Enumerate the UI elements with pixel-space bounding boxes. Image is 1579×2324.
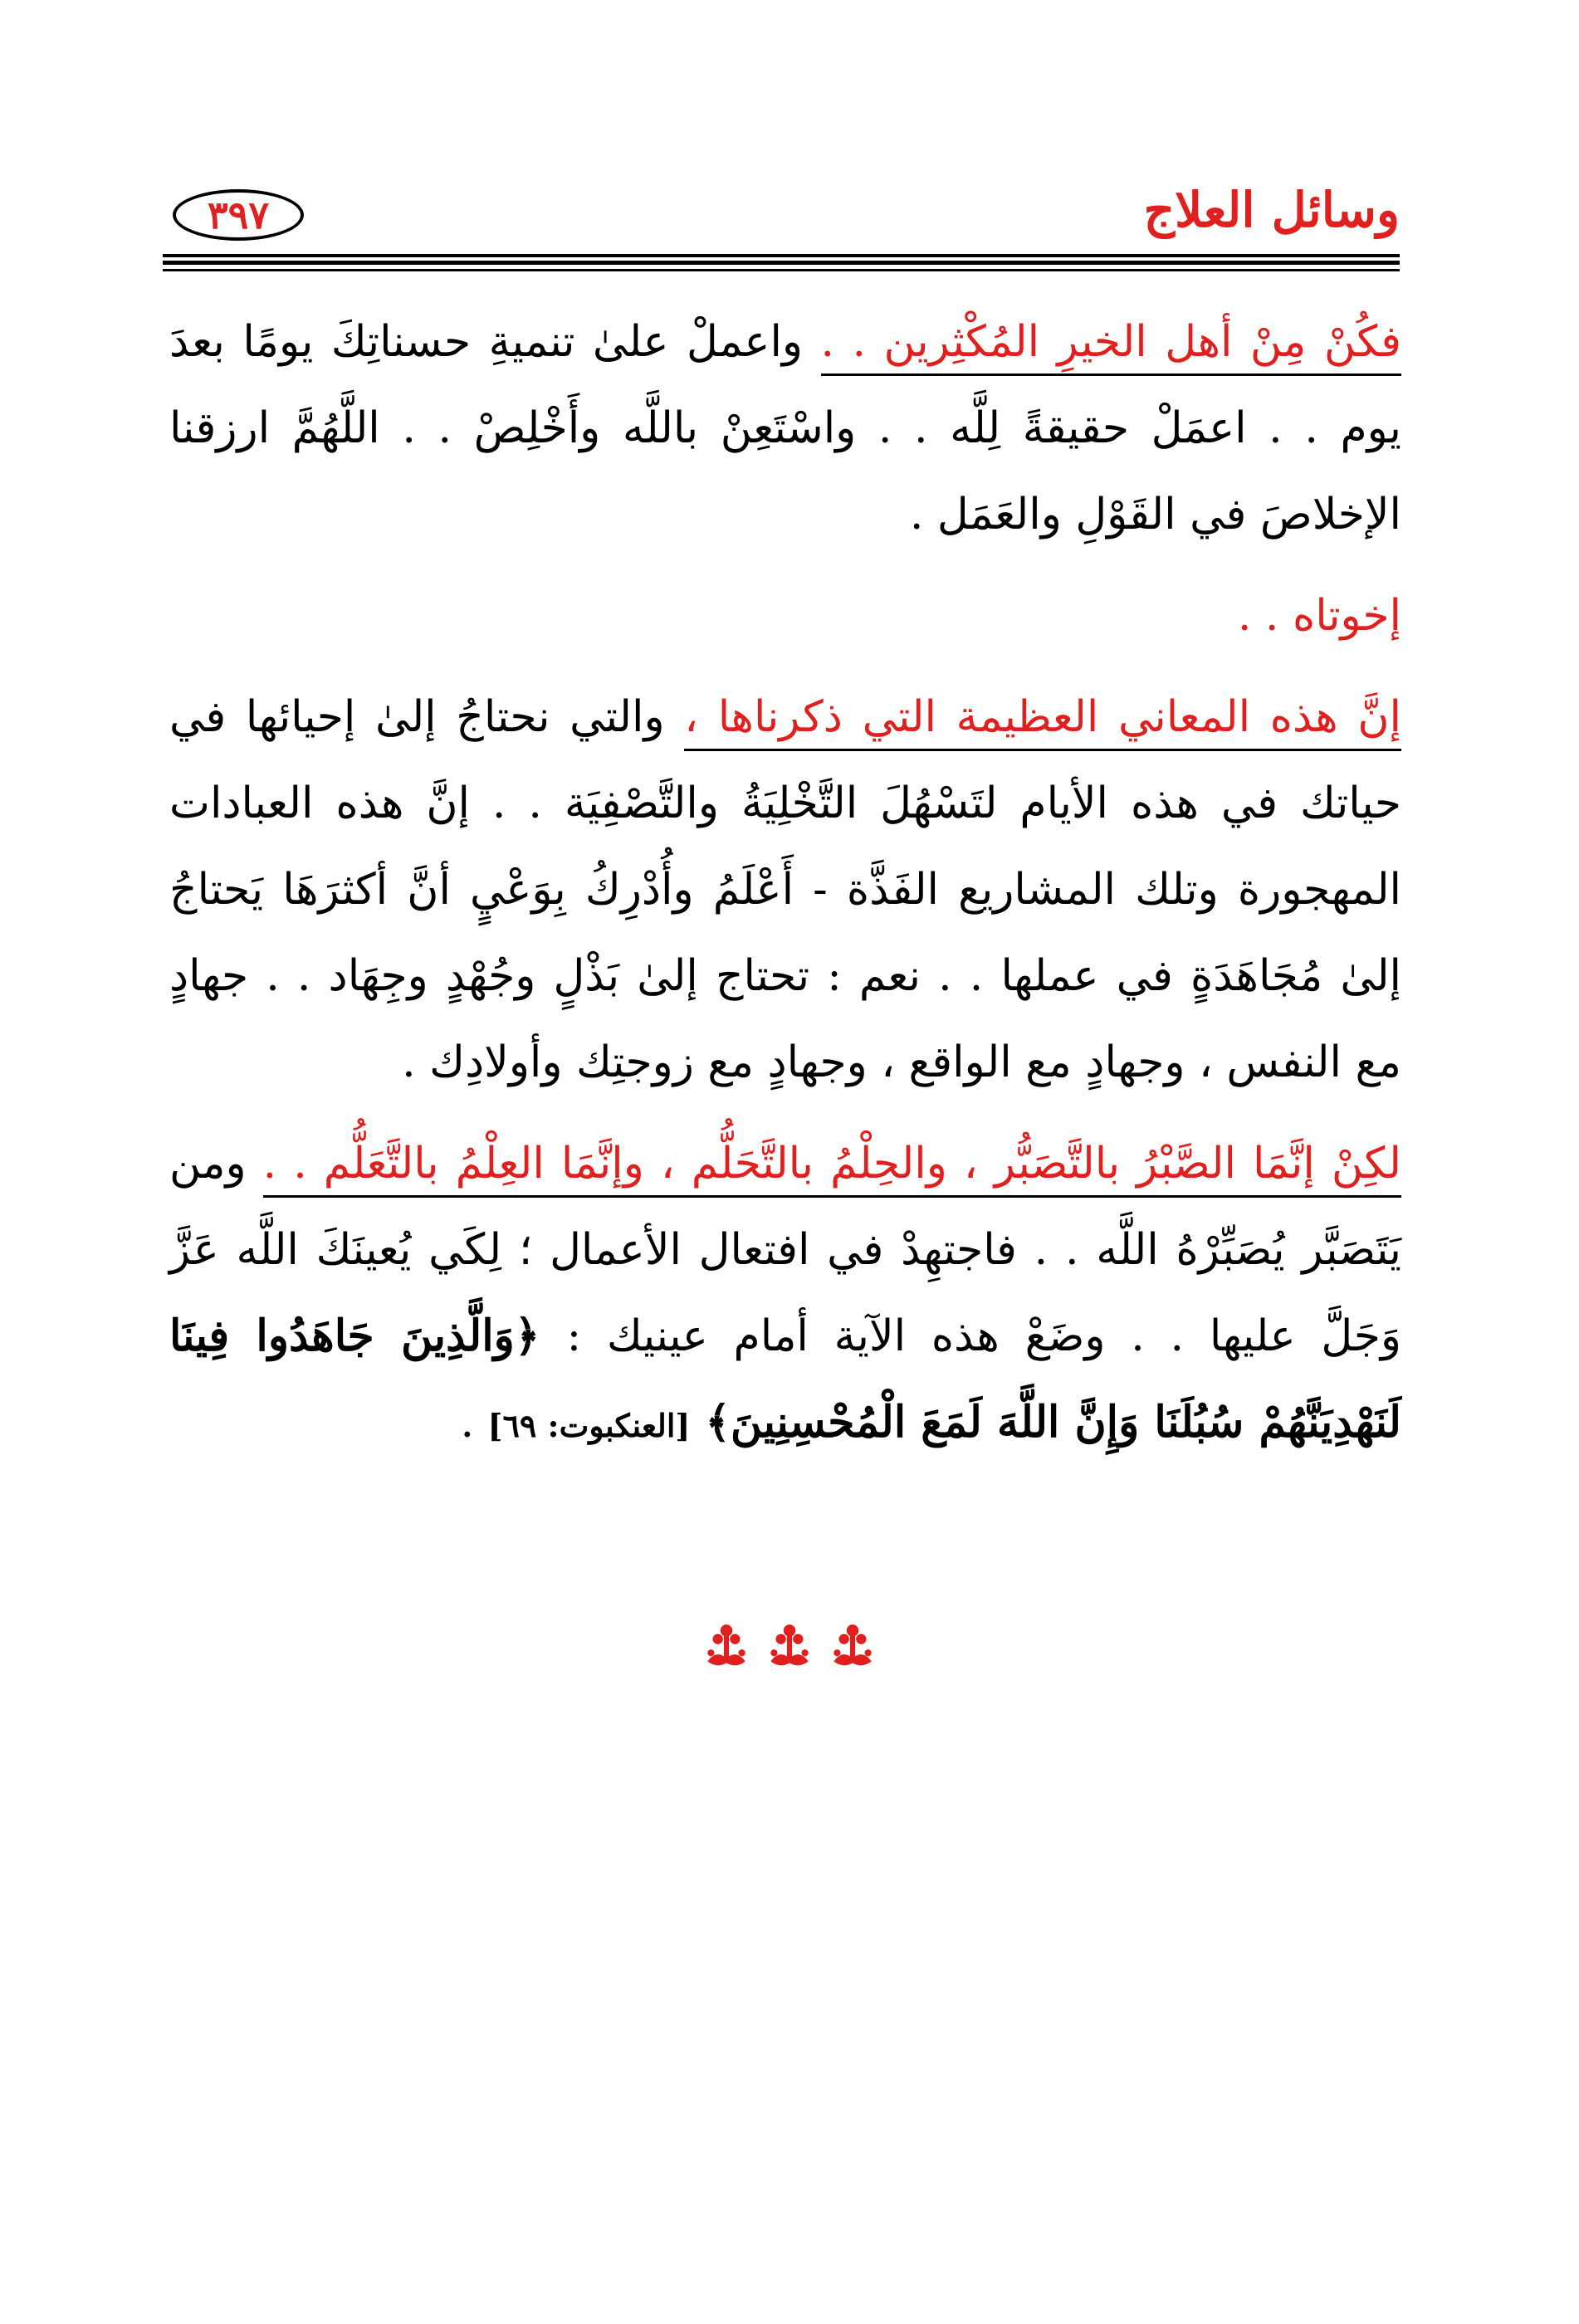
paragraph-4-highlight: لكِنْ إنَّمَا الصَّبْرُ بالتَّصَبُّر ، والحِلْمُ بالتَّحَلُّم ، وإنَّمَا العِلْمُ بالتَّعَلُّم . .	[263, 1139, 1401, 1198]
section-ornament	[0, 1618, 1579, 1670]
body-text	[169, 299, 1401, 1469]
floral-ornament-icon	[764, 1618, 815, 1670]
paragraph-4	[169, 1120, 1401, 1469]
verse-reference: [العنكبوت: ٦٩]	[487, 1407, 691, 1444]
floral-ornament-icon	[701, 1618, 752, 1670]
paragraph-3-highlight: إنَّ هذه المعاني العظيمة التي ذكرناها ،	[684, 692, 1401, 751]
page-number: ٣٩٧	[173, 189, 304, 241]
floral-ornament-icon	[827, 1618, 878, 1670]
header-rule-bottom	[163, 269, 1400, 271]
header-rule-top	[163, 254, 1400, 257]
header-rule-middle	[163, 261, 1400, 265]
running-title: وسائل العلاج	[1143, 182, 1400, 238]
paragraph-2-highlight: إخوتاه . .	[1237, 591, 1401, 641]
paragraph-4-text: ومن يَتَصَبَّر يُصَبِّرْهُ اللَّه . . فاجتهِدْ في افتعال الأعمال ؛ لِكَي يُعينَكَ اللَّه عَزَّ وَجَلَّ عليها . . وضَعْ هذه الآية أمام عينيك :	[169, 1139, 1401, 1361]
paragraph-3-text: والتي نحتاجُ إلىٰ إحيائها في حياتك في هذه الأيام لتَسْهُلَ التَّخْلِيَةُ والتَّصْفِيَة . . إنَّ هذه العبادات المهجورة وتلك المشاريع الفَذَّة - أَعْلَمُ وأُدْرِكُ بِوَعْيٍ أنَّ أكثرَهَا يَحتاجُ إلىٰ مُجَاهَدَةٍ في عملها . . نعم : تحتاج إلىٰ بَذْلٍ وجُهْدٍ وجِهَاد . . جهادٍ مع النفس ، وجهادٍ مع الواقع ، وجهادٍ مع زوجتِك وأولادِك .	[169, 692, 1401, 1087]
paragraph-1	[169, 299, 1401, 558]
paragraph-1-highlight: فكُنْ مِنْ أهل الخيرِ المُكْثِرين . .	[821, 317, 1402, 376]
page-header	[163, 173, 1400, 247]
quran-verse: ﴿وَالَّذِينَ جَاهَدُوا فِينَا لَنَهْدِيَنَّهُمْ سُبُلَنَا وَإِنَّ اللَّهَ لَمَعَ الْمُحْسِنِينَ﴾	[169, 1311, 1401, 1448]
paragraph-2	[169, 573, 1401, 659]
paragraph-1-text: واعملْ علىٰ تنميةِ حسناتِكَ يومًا بعدَ يوم . . اعمَلْ حقيقةً لِلَّه . . واسْتَعِنْ باللَّه وأَخْلِصْ . . اللَّهُمَّ ارزقنا الإخلاصَ في القَوْلِ والعَمَل .	[169, 317, 1401, 540]
paragraph-4-end: .	[460, 1398, 488, 1448]
paragraph-3	[169, 674, 1401, 1106]
